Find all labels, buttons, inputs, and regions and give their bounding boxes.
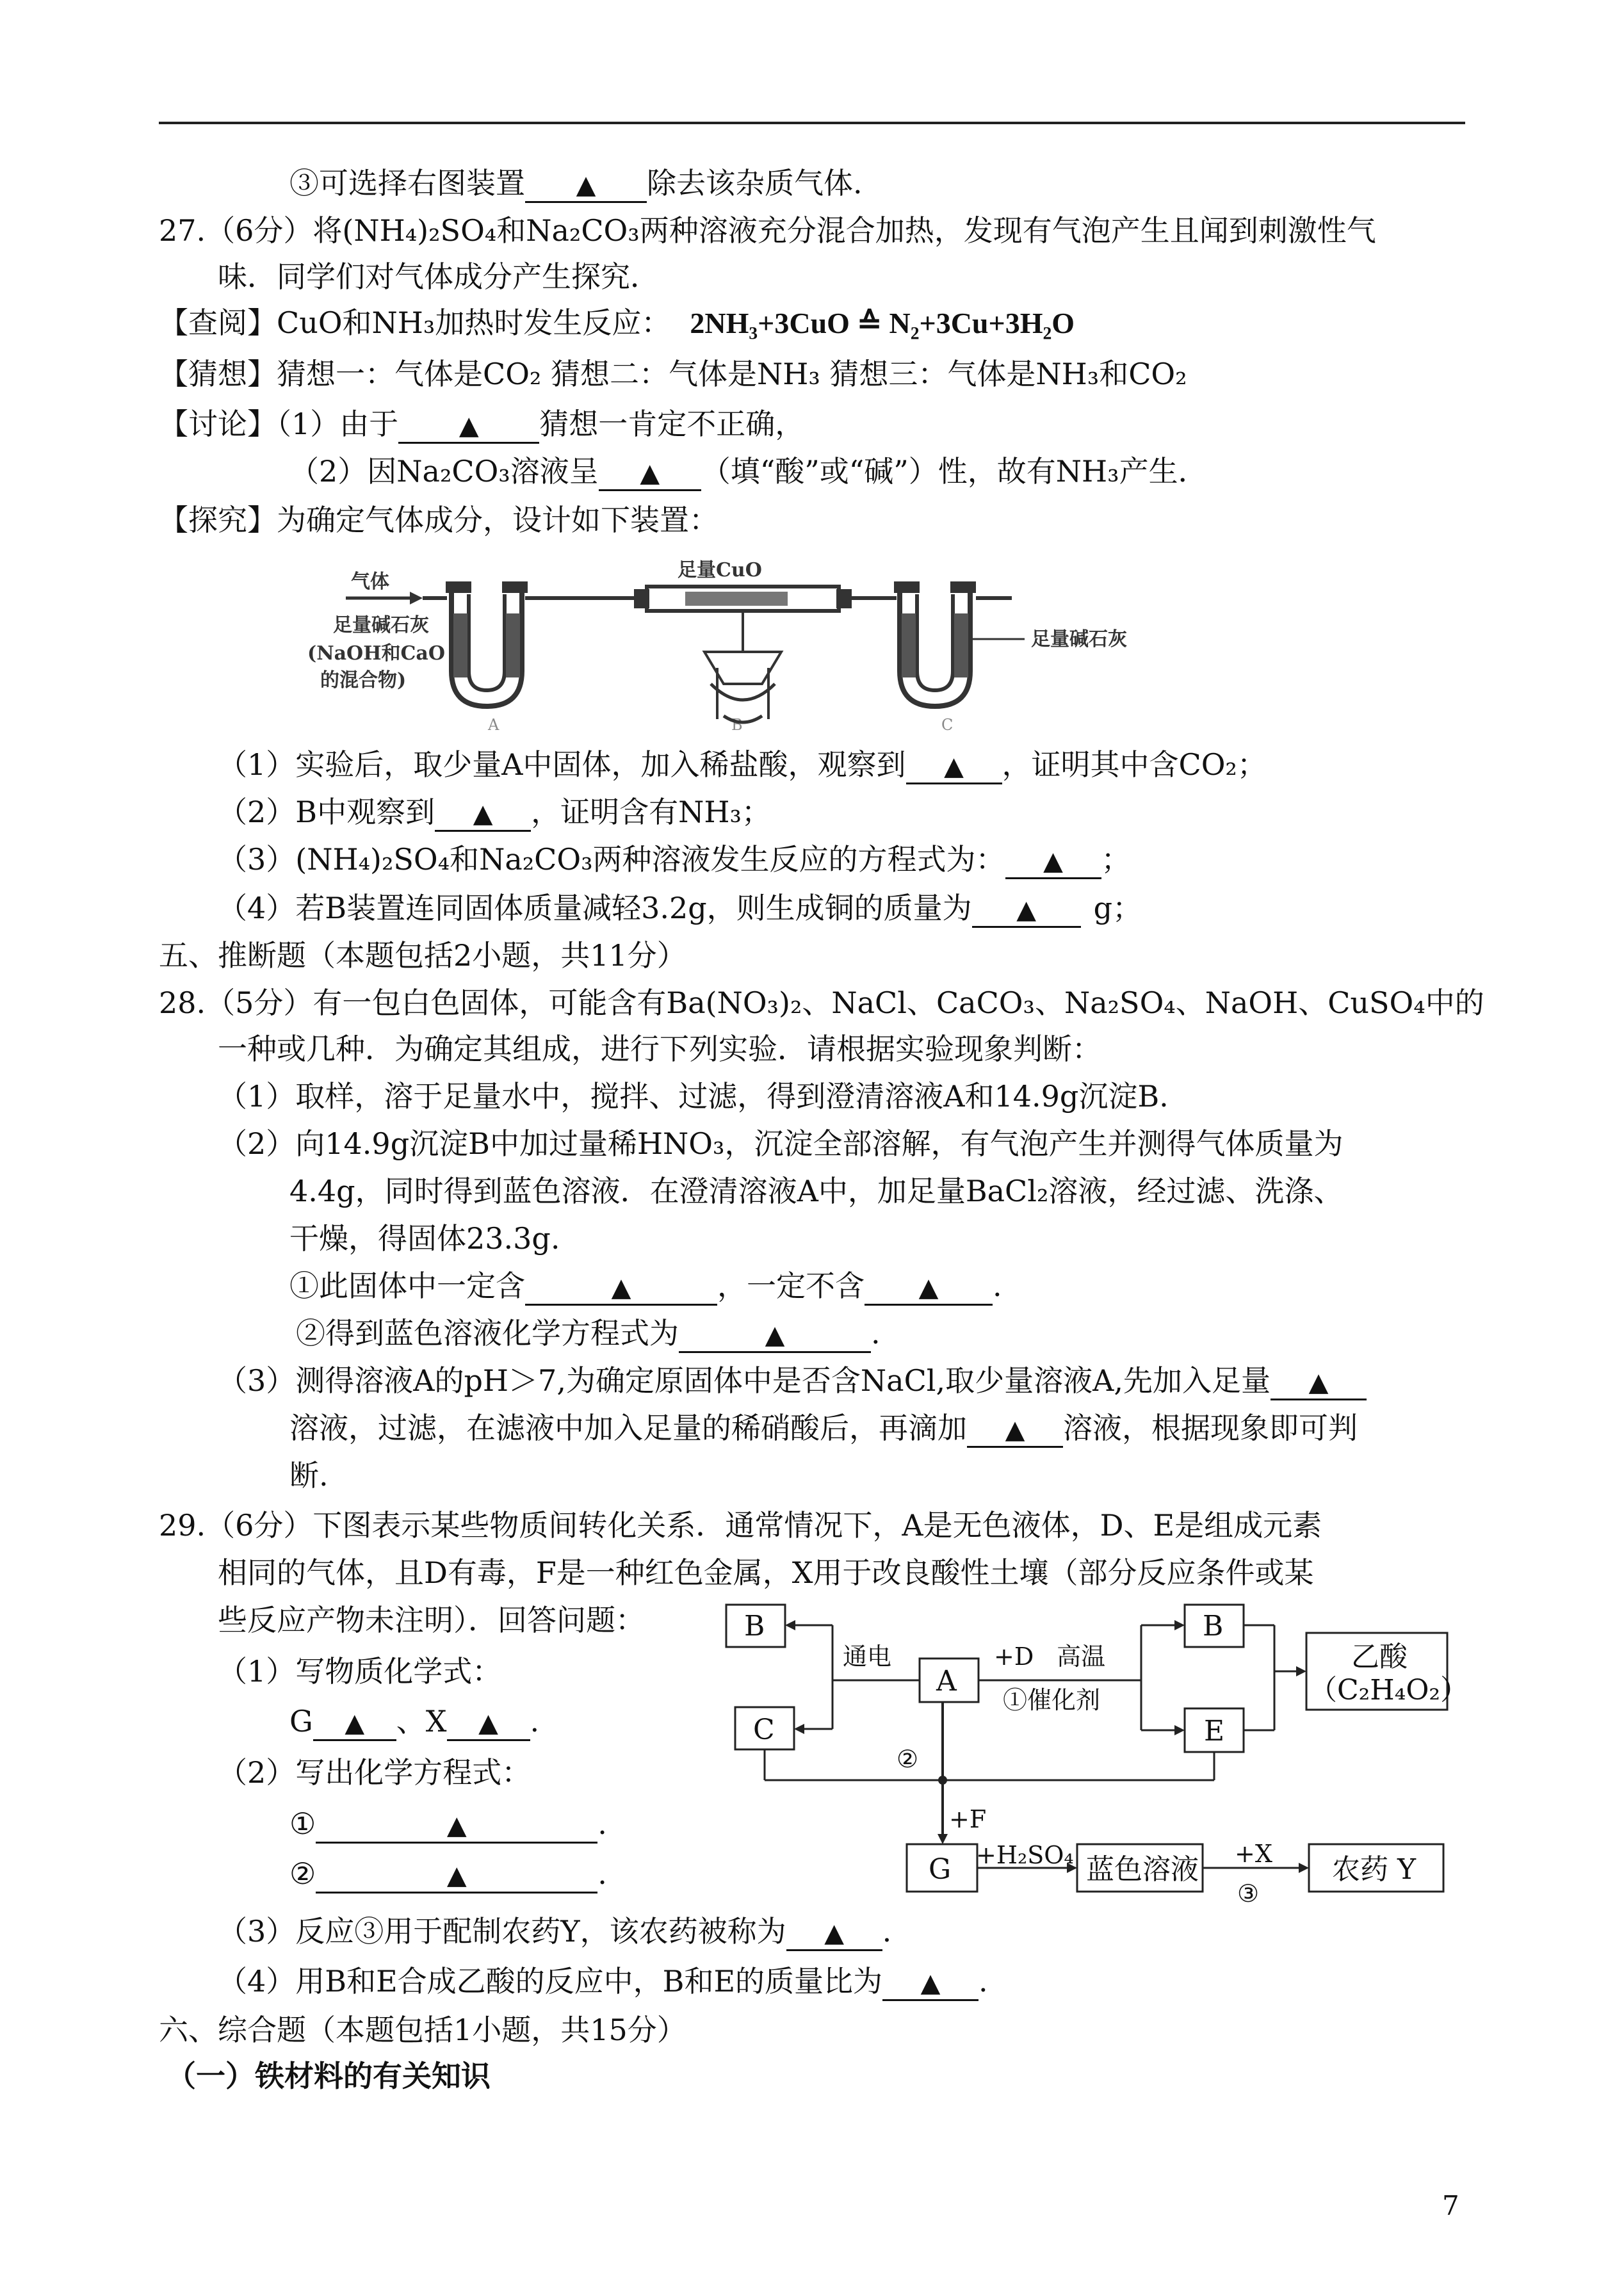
answer-blank[interactable]: ▲ [435,796,531,832]
text: . [993,1269,1002,1303]
q29-part-4 [218,1962,988,2001]
node-C: C [753,1714,775,1746]
answer-blank[interactable]: ▲ [599,455,701,491]
label-plusX: +X [1235,1840,1272,1868]
text: ，一定不含 [717,1269,865,1303]
q28-step-3 [218,1361,1367,1400]
q28-step-2e [296,1314,881,1353]
q29-part-2a: ① ▲ . [289,1804,607,1844]
cuo-label: 足量CuO [678,559,762,581]
answer-blank[interactable]: ▲ [525,1270,717,1306]
text: ； [1101,842,1131,877]
q28-step-3b [289,1409,1358,1448]
node-G: G [929,1853,952,1886]
text: . [871,1316,881,1350]
text: ，证明其中含CO₂； [1002,747,1267,782]
text: （2）因Na₂CO₃溶液呈 [289,454,599,489]
section-5-title: 五、推断题（本题包括2小题，共11分） [159,938,686,973]
q29-part-1: （1）写物质化学式： [218,1654,502,1689]
question-28-cont: 一种或几种．为确定其组成，进行下列实验．请根据实验现象判断： [218,1032,1101,1066]
text: . [978,1964,988,1999]
q29-part-2: （2）写出化学方程式： [218,1755,532,1790]
question-27: 27.（6分）将(NH₄)₂SO₄和Na₂CO₃两种溶液充分混合加热，发现有气泡产生且闻到刺激性气 [159,213,1376,248]
label-B: B [731,716,743,734]
explore-1 [218,745,1267,784]
answer-blank[interactable]: ▲ [398,408,539,444]
line-q26-3 [289,164,863,203]
text: （3）(NH₄)₂SO₄和Na₂CO₃两种溶液发生反应的方程式为： [218,842,1005,877]
reaction-diagram [717,1594,1473,1953]
text: ①此固体中一定含 [289,1269,525,1303]
text: . [530,1704,540,1739]
chayue-line [159,304,1075,343]
text: 猜想一肯定不正确， [539,407,805,441]
answer-blank[interactable]: ▲ [906,749,1002,784]
text: 【讨论】（1）由于 [159,407,399,441]
label-plusF: +F [949,1805,987,1833]
answer-blank[interactable]: ▲ [679,1317,871,1353]
lime-label-a: 足量碱石灰 [333,614,429,637]
node-blue: 蓝色溶液 [1086,1853,1199,1886]
text: （填“酸”或“碱”）性，故有NH₃产生． [701,454,1208,489]
question-29-cont: 相同的气体，且D有毒，F是一种红色金属，X用于改良酸性土壤（部分反应条件或某 [218,1555,1314,1590]
q29-part-1-answers [289,1702,539,1741]
answer-blank[interactable]: ▲ [316,1808,597,1844]
text: ③可选择右图装置 [289,166,525,200]
page-number: 7 [1442,2190,1459,2221]
text: 【查阅】CuO和NH₃加热时发生反应： [159,305,671,340]
caixiang-line: 【猜想】猜想一：气体是CO₂ 猜想二：气体是NH₃ 猜想三：气体是NH₃和CO₂ [159,357,1187,391]
subsection-title: （一）铁材料的有关知识 [166,2059,491,2093]
label-tongdian: 通电 [843,1642,892,1671]
text: G [289,1704,313,1739]
answer-blank[interactable]: ▲ [1271,1365,1367,1400]
u-tube-c [894,581,1025,706]
explore-4 [218,889,1142,928]
label-plusD: +D [994,1642,1034,1671]
label-gaowen: 高温 [1057,1642,1106,1671]
q28-step-2c: 干燥，得固体23.3g. [289,1221,560,1256]
explore-3 [218,840,1131,879]
question-29-cont2: 些反应产物未注明）．回答问题： [218,1603,645,1637]
answer-blank[interactable]: ▲ [865,1270,993,1306]
label-A: A [488,716,499,734]
answer-blank[interactable]: ▲ [525,167,647,203]
section-6-title: 六、综合题（本题包括1小题，共15分） [159,2013,686,2047]
q28-step-2: （2）向14.9g沉淀B中加过量稀HNO₃，沉淀全部溶解，有气泡产生并测得气体质量为 [218,1126,1344,1161]
lime-label-c: 足量碱石灰 [1031,628,1127,651]
text: 、X [396,1704,447,1739]
answer-blank[interactable]: ▲ [316,1858,597,1894]
taolun-2 [289,452,1208,491]
text: （2）B中观察到 [218,795,435,829]
node-acid-formula: （C₂H₄O₂） [1309,1674,1469,1707]
label-two: ② [897,1745,919,1773]
text: g； [1093,891,1142,925]
label-C: C [941,716,954,734]
label-three: ③ [1237,1879,1260,1908]
text: （3）反应③用于配制农药Y，该农药被称为 [218,1914,786,1949]
question-29: 29.（6分）下图表示某些物质间转化关系．通常情况下，A是无色液体，D、E是组成元素 [159,1508,1322,1543]
reaction-equation: 2NH₃+3CuO ≙ N₂+3Cu+3H₂O [690,307,1075,339]
q28-step-2d [289,1267,1002,1306]
node-E: E [1204,1715,1225,1748]
q29-part-2b: ② ▲ . [289,1854,607,1894]
answer-blank[interactable]: ▲ [786,1915,882,1951]
node-acid: 乙酸 [1351,1641,1408,1673]
node-B: B [744,1610,765,1642]
label-catalyst: ①催化剂 [1003,1686,1101,1714]
q28-step-1: （1）取样，溶于足量水中，搅拌、过滤，得到澄清溶液A和14.9g沉淀B. [218,1079,1169,1114]
text: （4）用B和E合成乙酸的反应中，B和E的质量比为 [218,1964,883,1999]
header-rule [159,122,1465,124]
text: （3）测得溶液A的pH＞7,为确定原固体中是否含NaCl,取少量溶液A,先加入足量 [218,1363,1271,1398]
answer-blank[interactable]: ▲ [1005,843,1101,879]
answer-blank[interactable]: ▲ [447,1705,530,1741]
combustion-tube-b [634,587,852,722]
tanjiu-line: 【探究】为确定气体成分，设计如下装置： [159,503,719,537]
text: （4）若B装置连同固体质量减轻3.2g，则生成铜的质量为 [218,891,972,925]
lime-label-a2: (NaOH和CaO [307,642,445,665]
text: ① [289,1806,316,1841]
text: . [882,1914,892,1949]
answer-blank[interactable]: ▲ [882,1965,978,2001]
answer-blank[interactable]: ▲ [967,1412,1063,1448]
text: ② [289,1856,316,1891]
taolun-1 [159,405,804,444]
text: ②得到蓝色溶液化学方程式为 [296,1316,679,1350]
text: （1）实验后，取少量A中固体，加入稀盐酸，观察到 [218,747,906,782]
explore-2 [218,793,771,832]
answer-blank[interactable]: ▲ [972,892,1081,928]
label-h2so4: +H₂SO₄ [976,1841,1074,1869]
text: 除去该杂质气体. [647,166,863,200]
text: 溶液，过滤，在滤液中加入足量的稀硝酸后，再滴加 [289,1411,967,1445]
node-B2: B [1203,1610,1224,1642]
apparatus-figure [301,556,1198,742]
q28-step-3d: 断. [289,1458,329,1493]
question-28: 28.（5分）有一包白色固体，可能含有Ba(NO₃)₂、NaCl、CaCO₃、Na₂SO₄、NaOH、CuSO₄中的 [159,985,1484,1020]
node-A: A [936,1665,957,1698]
text: ，证明含有NH₃； [531,795,771,829]
q28-step-2b: 4.4g，同时得到蓝色溶液．在澄清溶液A中，加足量BaCl₂溶液，经过滤、洗涤、 [289,1174,1344,1208]
question-27-cont: 味．同学们对气体成分产生探究． [218,259,660,294]
text: 溶液，根据现象即可判 [1063,1411,1358,1445]
lime-label-a3: 的混合物) [320,669,407,692]
gas-label: 气体 [351,571,389,593]
answer-blank[interactable]: ▲ [313,1705,396,1741]
node-pest: 农药 Y [1332,1853,1417,1886]
